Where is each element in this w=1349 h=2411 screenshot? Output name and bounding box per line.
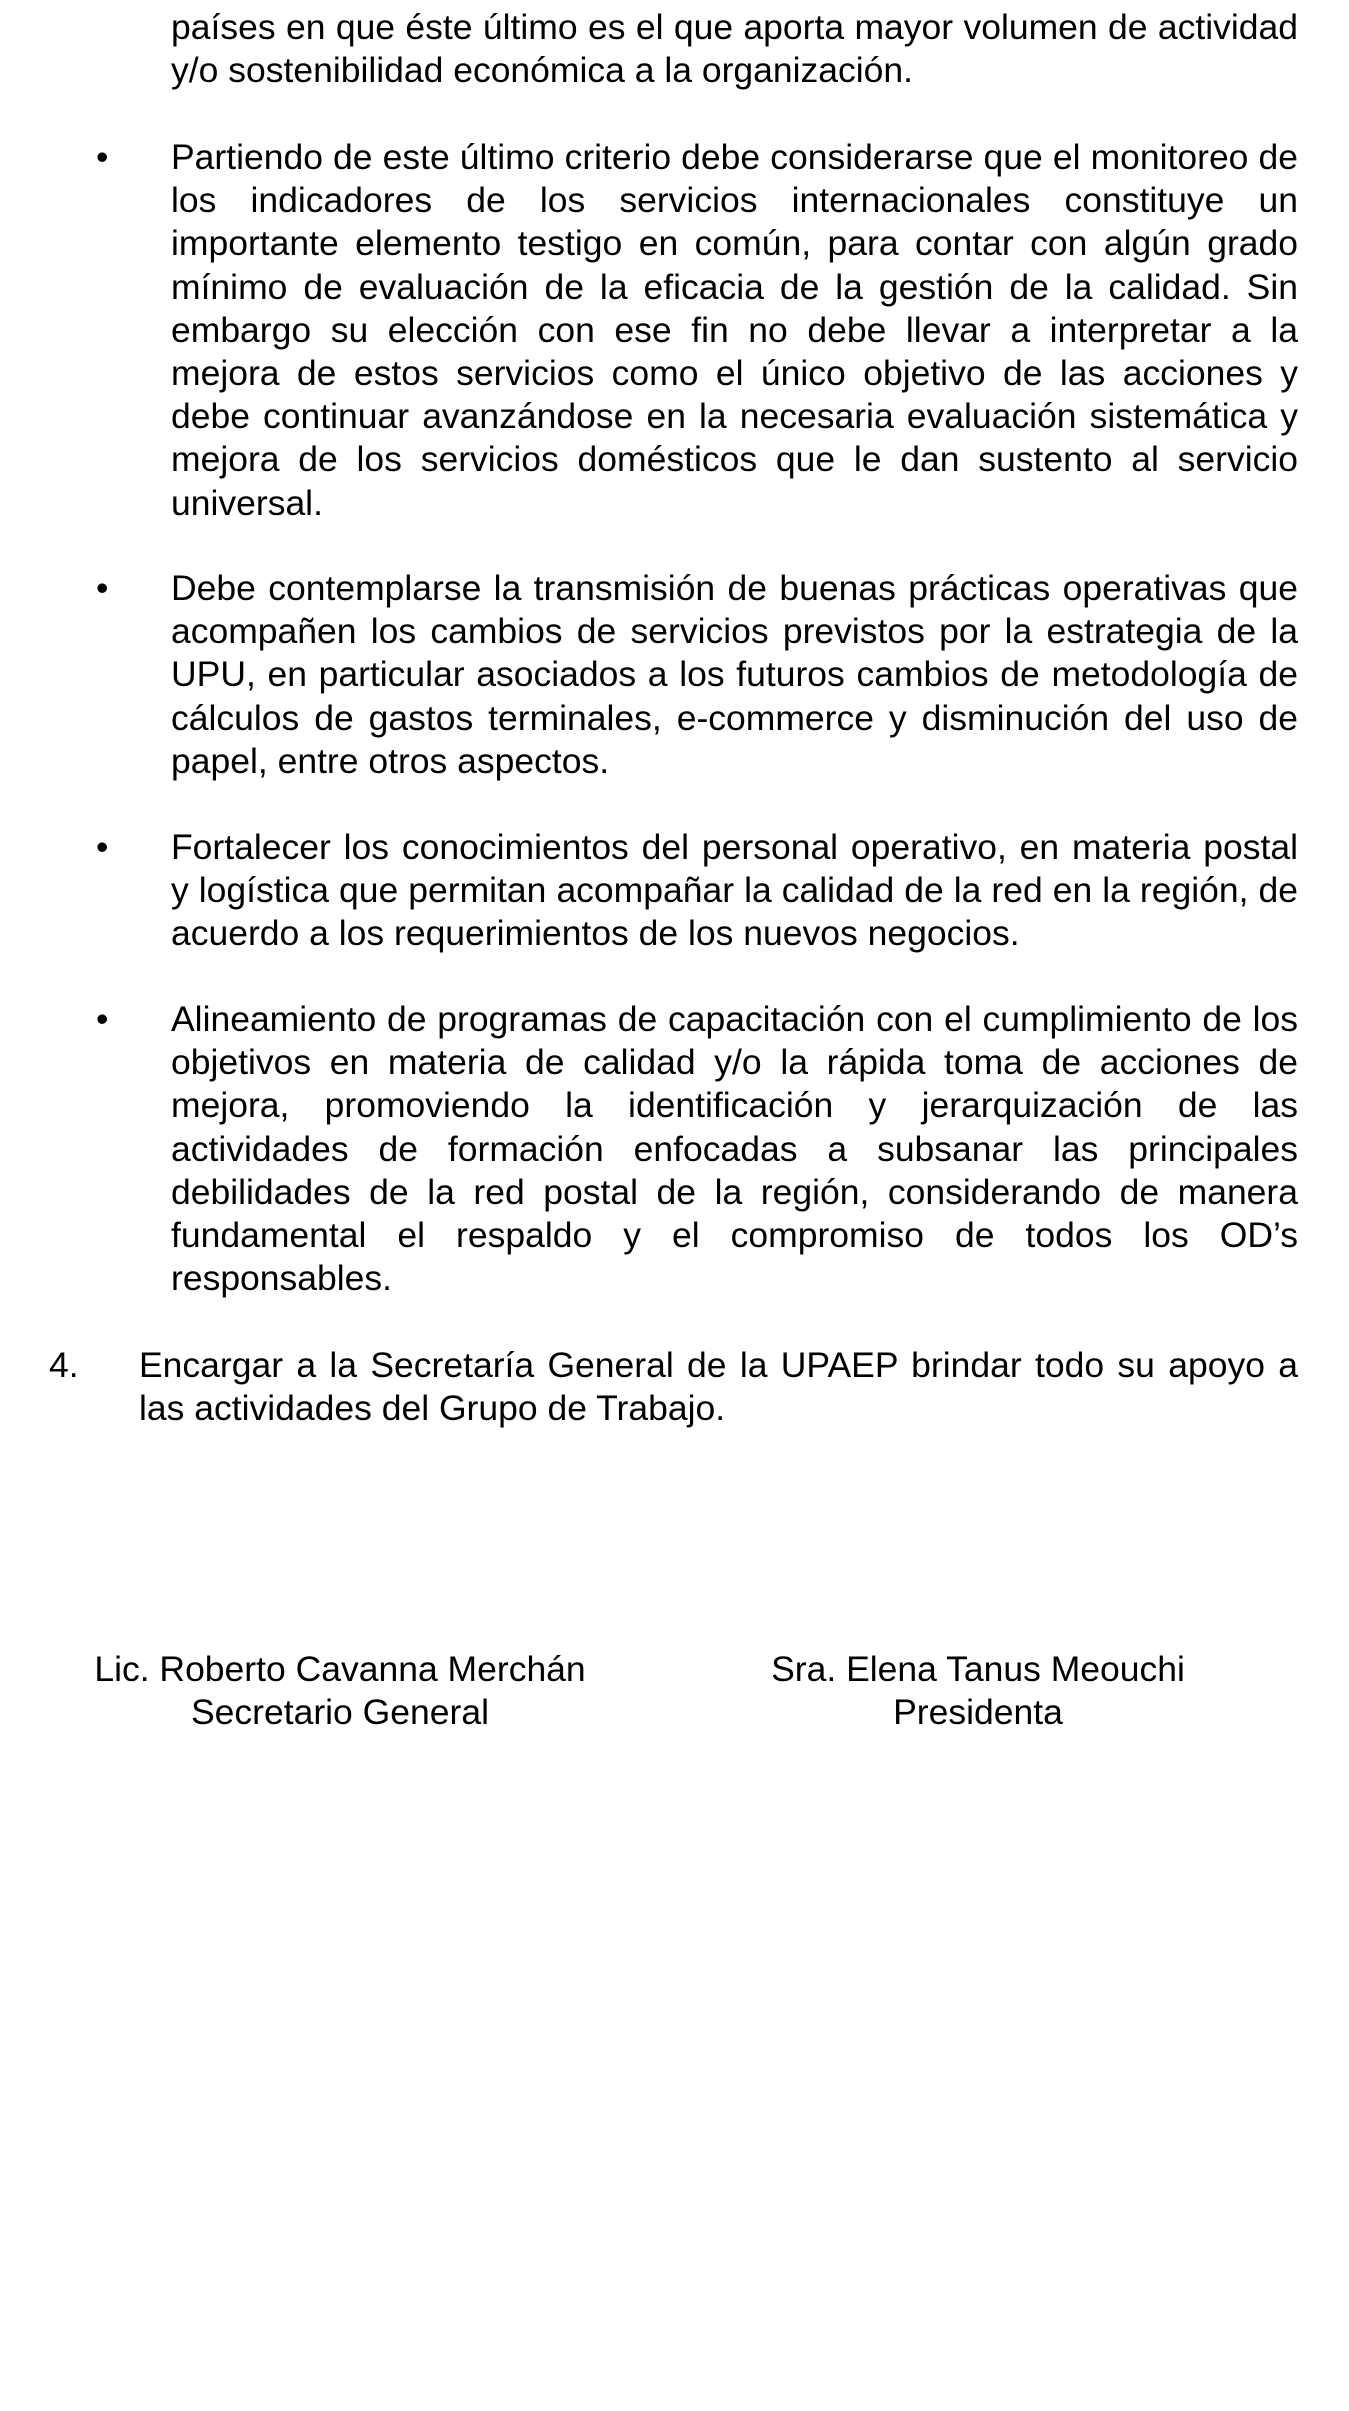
bullet-marker: •	[96, 137, 109, 177]
signatory-title: Secretario General	[191, 1692, 489, 1733]
numbered-paragraph: Encargar a la Secretaría General de la UPAEP brindar todo su apoyo a las actividades del Grupo de Trabajo.	[139, 1345, 1298, 1429]
bullet-paragraph: Alineamiento de programas de capacitación con el cumplimiento de los objetivos en materia de calidad y/o la rápida toma de acciones de mejora, promoviendo la identificación y jerarquización de las actividades de formación enfocadas a subsanar las principales debilidades de la red postal de la región, considerando de manera fundamental el respaldo y el compromiso de todos los OD’s responsables.	[171, 999, 1298, 1299]
signature-block-secretary	[94, 1648, 585, 1734]
item-number: 4.	[49, 1345, 79, 1385]
bullet-paragraph: Partiendo de este último criterio debe considerarse que el monitoreo de los indicadores de los servicios internacionales constituye un importante elemento testigo en común, para contar con algún grado mínimo de evaluación de la eficacia de la gestión de la calidad. Sin embargo su elección con ese fin no debe llevar a interpretar a la mejora de estos servicios como el único objetivo de las acciones y debe continuar avanzándose en la necesaria evaluación sistemática y mejora de los servicios domésticos que le dan sustento al servicio universal.	[171, 137, 1298, 523]
continuation-paragraph: países en que éste último es el que aporta mayor volumen de actividad y/o sostenibilidad económica a la organización.	[171, 7, 1298, 91]
bullet-paragraph: Fortalecer los conocimientos del personal operativo, en materia postal y logística que permitan acompañar la calidad de la red en la región, de acuerdo a los requerimientos de los nuevos negocios.	[171, 827, 1298, 954]
signatory-name: Lic. Roberto Cavanna Merchán	[94, 1649, 586, 1689]
bullet-marker: •	[96, 568, 109, 608]
signature-block-president	[771, 1648, 1185, 1734]
bullet-marker: •	[96, 827, 109, 867]
signatory-title: Presidenta	[893, 1692, 1063, 1733]
bullet-paragraph: Debe contemplarse la transmisión de buenas prácticas operativas que acompañen los cambios de servicios previstos por la estrategia de la UPU, en particular asociados a los futuros cambios de metodología de cálculos de gastos terminales, e-commerce y disminución del uso de papel, entre otros aspectos.	[171, 568, 1298, 781]
bullet-marker: •	[96, 999, 109, 1039]
signatory-name: Sra. Elena Tanus Meouchi	[771, 1649, 1185, 1689]
